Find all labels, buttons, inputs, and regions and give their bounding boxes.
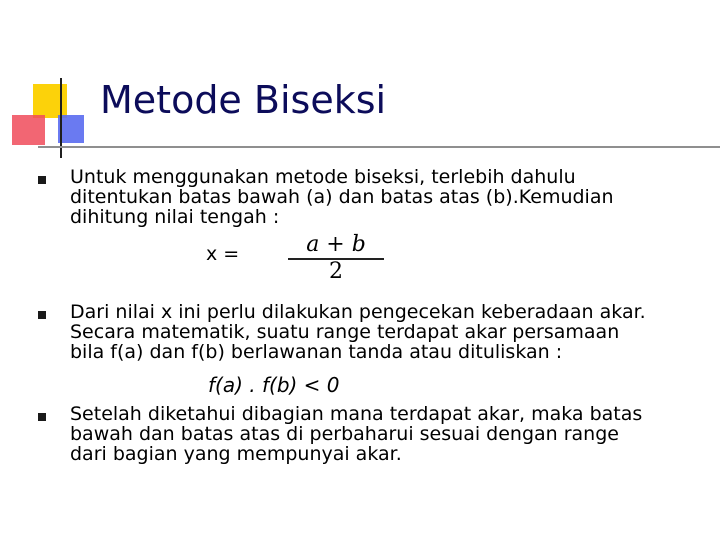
- formula-condition: f(a) . f(b) < 0: [208, 373, 340, 397]
- square-bullet-icon: [38, 311, 46, 319]
- decor-red-square: [12, 115, 45, 145]
- fraction-numerator: a + b: [306, 232, 366, 257]
- square-bullet-icon: [38, 176, 46, 184]
- square-bullet-icon: [38, 413, 46, 421]
- formula-x-label: x =: [206, 243, 240, 265]
- slide-title: Metode Biseksi: [100, 78, 387, 122]
- title-underline-rule: [38, 146, 720, 148]
- bullet-text-1: Untuk menggunakan metode biseksi, terlebih dahulu ditentukan batas bawah (a) dan batas atas (b).Kemudian dihitung nilai tengah :: [70, 166, 614, 228]
- midpoint-fraction: [288, 233, 384, 283]
- bullet-text-3: Setelah diketahui dibagian mana terdapat akar, maka batas bawah dan batas atas di perbaharui sesuai dengan range dari bagian yang mempunyai akar.: [70, 403, 643, 465]
- fraction-denominator: 2: [329, 259, 343, 284]
- bullet-text-2: Dari nilai x ini perlu dilakukan pengecekan keberadaan akar. Secara matematik, suatu range terdapat akar persamaan bila f(a) dan f(b) berlawanan tanda atau dituliskan :: [70, 301, 646, 363]
